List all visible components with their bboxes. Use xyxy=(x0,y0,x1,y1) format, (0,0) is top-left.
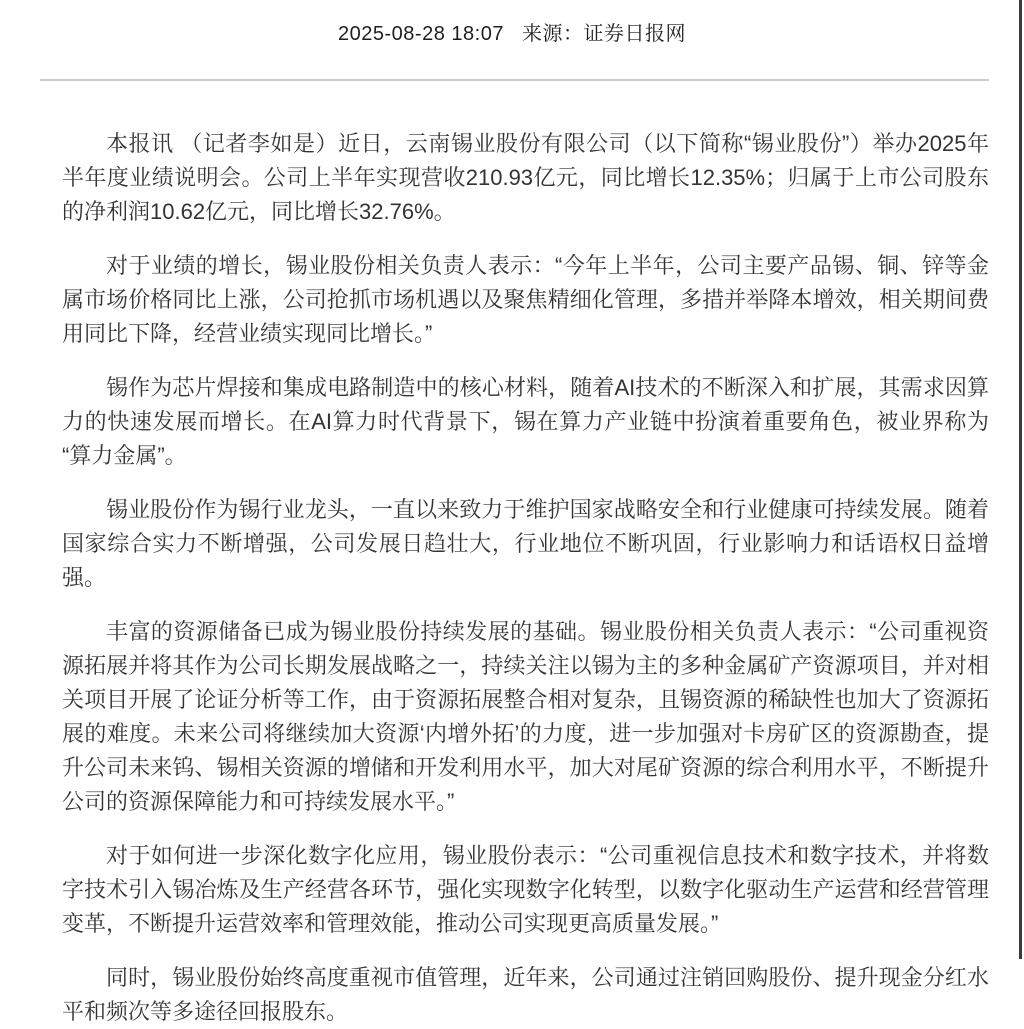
article-datetime: 2025-08-28 18:07 xyxy=(338,23,504,45)
article-paragraph: 锡作为芯片焊接和集成电路制造中的核心材料，随着AI技术的不断深入和扩展，其需求因算力的快速发展而增长。在AI算力时代背景下，锡在算力产业链中扮演着重要角色，被业界称为“算力金属”。 xyxy=(62,375,989,468)
header-divider xyxy=(40,79,989,81)
article-paragraph: 对于如何进一步深化数字化应用，锡业股份表示：“公司重视信息技术和数字技术，并将数字技术引入锡冶炼及生产经营各环节，强化实现数字化转型，以数字化驱动生产运营和经营管理变革，不断提升运营效率和管理效能，推动公司实现更高质量发展。” xyxy=(62,843,989,936)
article-paragraph: 锡业股份作为锡行业龙头，一直以来致力于维护国家战略安全和行业健康可持续发展。随着国家综合实力不断增强，公司发展日趋壮大，行业地位不断巩固，行业影响力和话语权日益增强。 xyxy=(62,497,989,590)
page-right-border xyxy=(1019,0,1022,959)
article-paragraph: 本报讯 （记者李如是）近日，云南锡业股份有限公司（以下简称“锡业股份”）举办2025年半年度业绩说明会。公司上半年实现营收210.93亿元，同比增长12.35%；归属于上市公司股东的净利润10.62亿元，同比增长32.76%。 xyxy=(62,131,989,224)
article-paragraph: 丰富的资源储备已成为锡业股份持续发展的基础。锡业股份相关负责人表示：“公司重视资源拓展并将其作为公司长期发展战略之一，持续关注以锡为主的多种金属矿产资源项目，并对相关项目开展了论证分析等工作，由于资源拓展整合相对复杂，且锡资源的稀缺性也加大了资源拓展的难度。未来公司将继续加大资源‘内增外拓’的力度，进一步加强对卡房矿区的资源勘查，提升公司未来钨、锡相关资源的增储和开发利用水平，加大对尾矿资源的综合利用水平，不断提升公司的资源保障能力和可持续发展水平。” xyxy=(62,619,989,814)
article-meta xyxy=(0,0,1024,46)
article-paragraph: 对于业绩的增长，锡业股份相关负责人表示：“今年上半年，公司主要产品锡、铜、锌等金属市场价格同比上涨，公司抢抓市场机遇以及聚焦精细化管理，多措并举降本增效，相关期间费用同比下降，经营业绩实现同比增长。” xyxy=(62,253,989,346)
article-source: 来源：证券日报网 xyxy=(521,23,686,45)
article-paragraph: 同时，锡业股份始终高度重视市值管理，近年来，公司通过注销回购股份、提升现金分红水平和频次等多途径回报股东。 xyxy=(62,965,989,1024)
article-body xyxy=(62,127,989,1029)
